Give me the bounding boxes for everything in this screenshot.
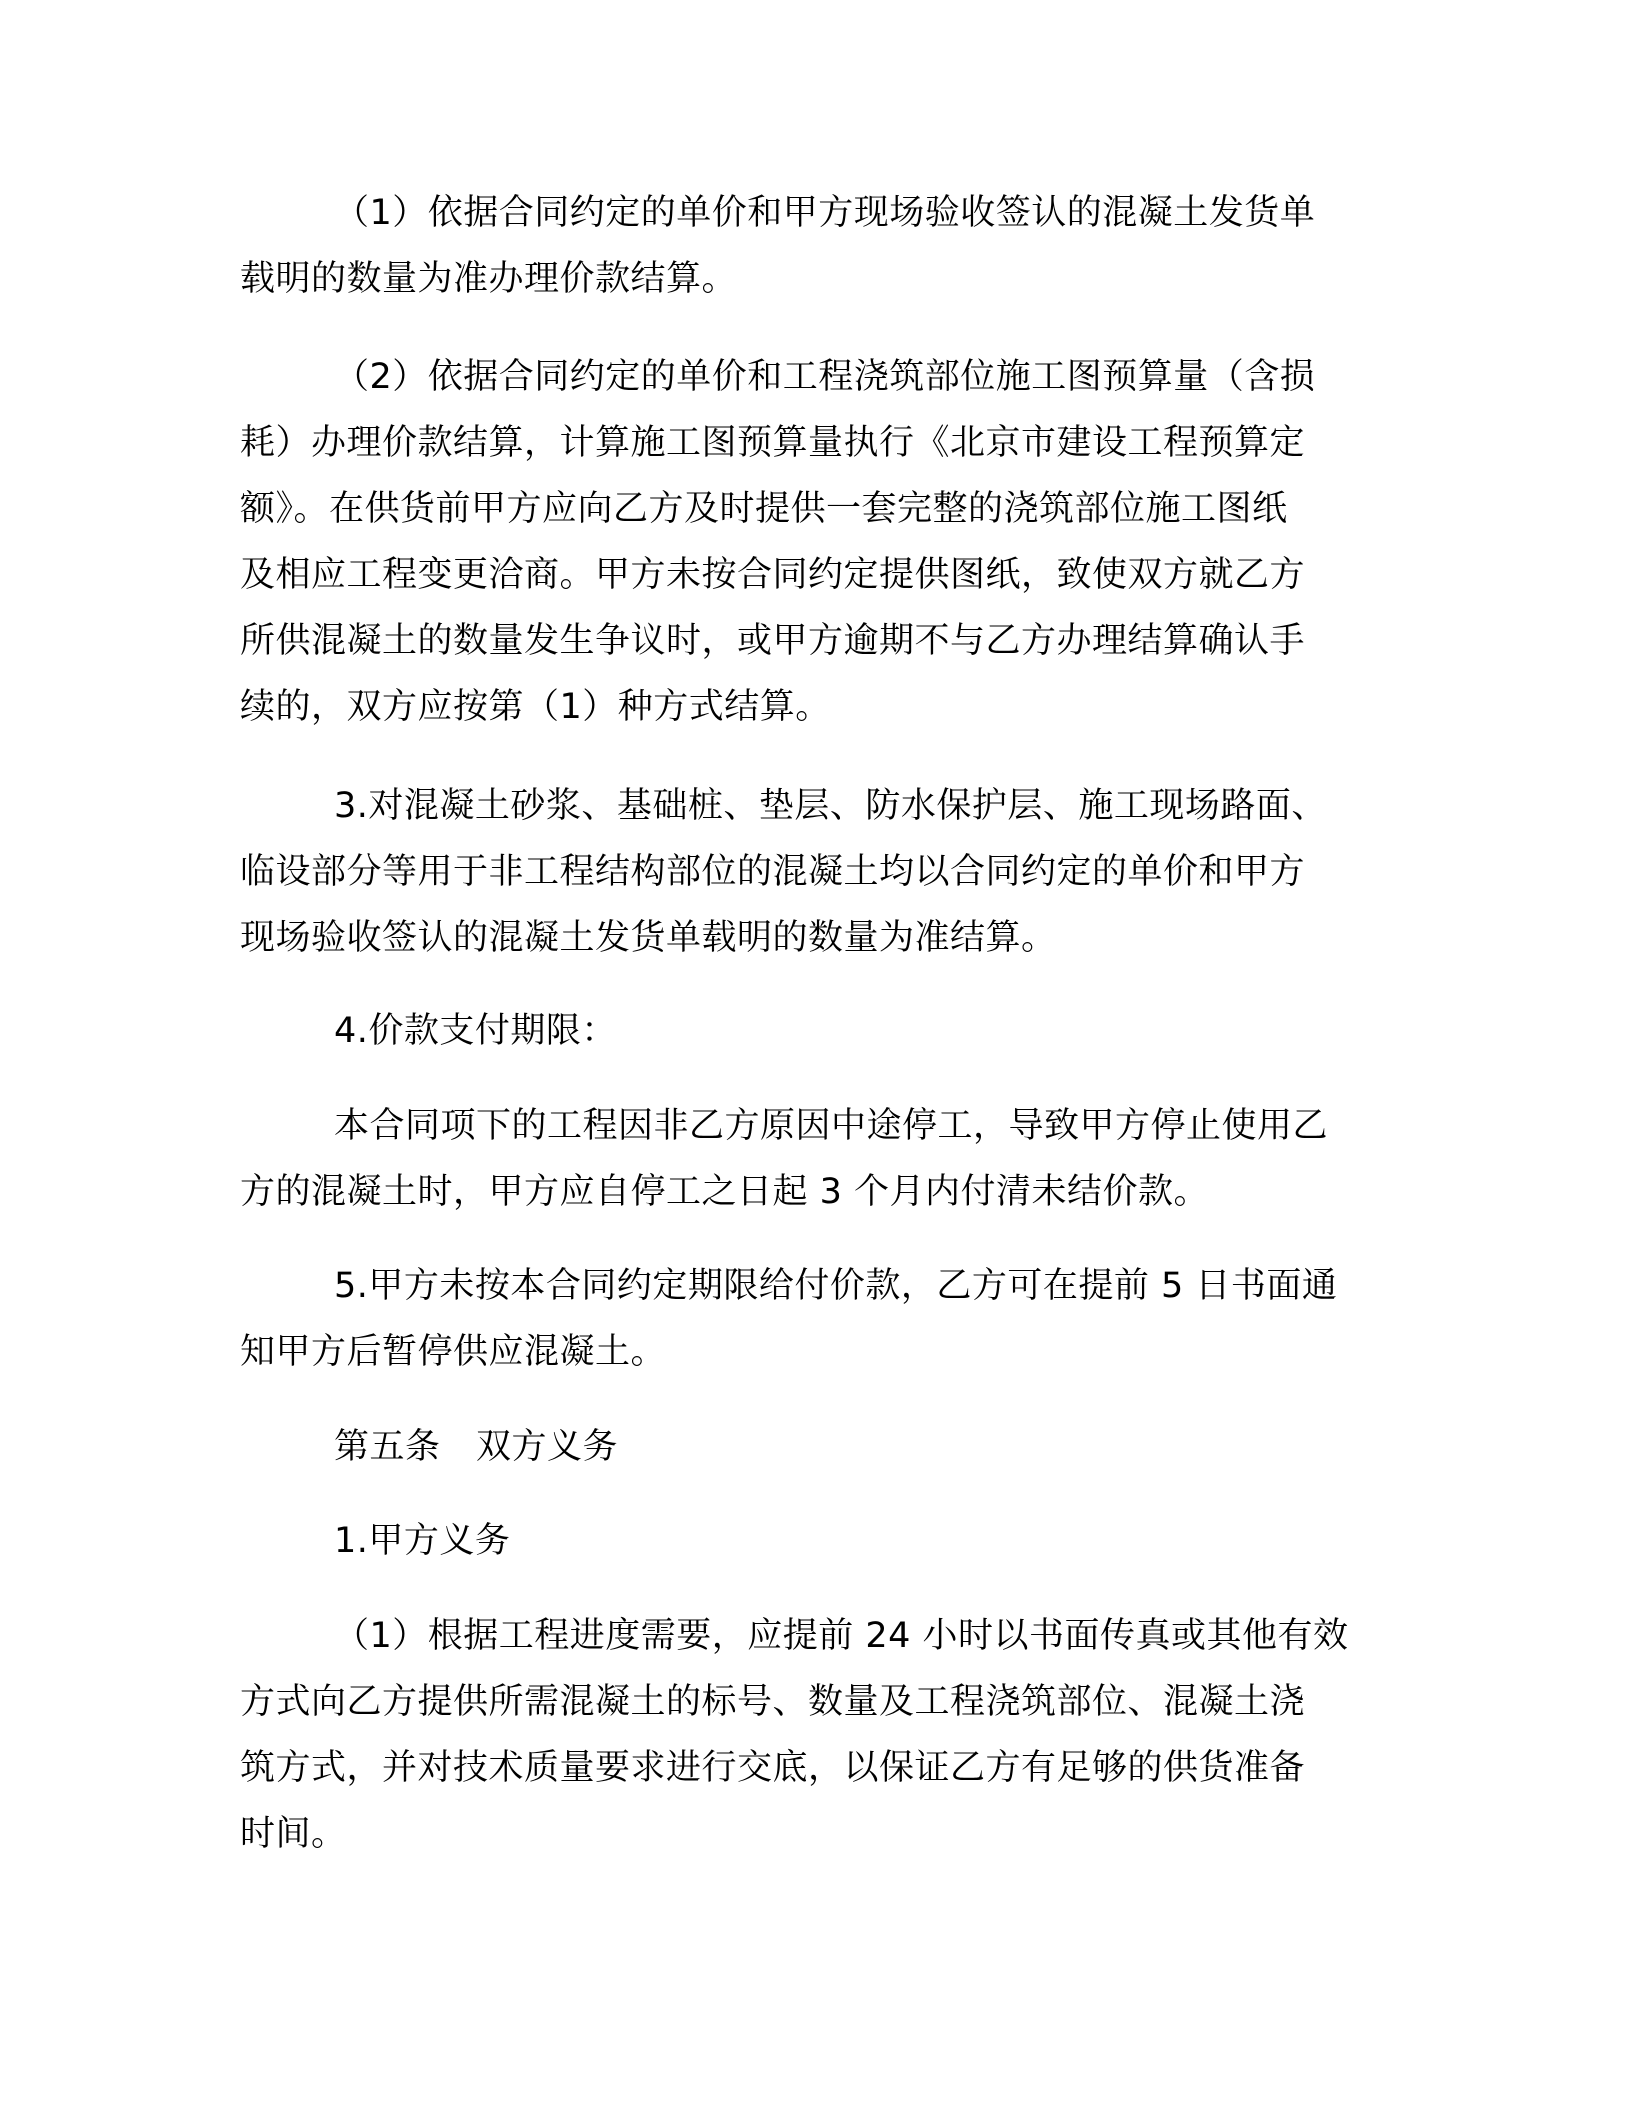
- text-line: 5.甲方未按本合同约定期限给付价款，乙方可在提前 5 日书面通: [334, 1266, 1338, 1306]
- text-line: 方的混凝土时，甲方应自停工之日起 3 个月内付清未结价款。: [240, 1172, 1210, 1212]
- text-line: 载明的数量为准办理价款结算。: [240, 259, 738, 299]
- text-line: （1）根据工程进度需要，应提前 24 小时以书面传真或其他有效: [334, 1616, 1349, 1656]
- text-line: 耗）办理价款结算，计算施工图预算量执行《北京市建设工程预算定: [240, 423, 1306, 463]
- text-line: 第五条 双方义务: [334, 1427, 619, 1467]
- paragraph-clause-3: [240, 773, 1400, 971]
- text-line: 1.甲方义务: [334, 1521, 511, 1561]
- text-line: （2）依据合同约定的单价和工程浇筑部位施工图预算量（含损: [334, 357, 1316, 397]
- text-line: 知甲方后暂停供应混凝土。: [240, 1332, 667, 1372]
- text-line: 3.对混凝土砂浆、基础桩、垫层、防水保护层、施工现场路面、: [334, 786, 1327, 826]
- text-line: 额》。在供货前甲方应向乙方及时提供一套完整的浇筑部位施工图纸: [240, 489, 1288, 529]
- text-line: 临设部分等用于非工程结构部位的混凝土均以合同约定的单价和甲方: [240, 852, 1306, 892]
- text-line: 及相应工程变更洽商。甲方未按合同约定提供图纸，致使双方就乙方: [240, 555, 1306, 595]
- text-line: 所供混凝土的数量发生争议时，或甲方逾期不与乙方办理结算确认手: [240, 621, 1306, 661]
- paragraph-clause-4-heading: [240, 998, 1400, 1064]
- subsection-heading-party-a-obligations: [240, 1508, 1400, 1574]
- text-line: 续的，双方应按第（1）种方式结算。: [240, 687, 831, 727]
- text-line: 现场验收签认的混凝土发货单载明的数量为准结算。: [240, 918, 1057, 958]
- paragraph-party-a-obligation-1: [240, 1603, 1400, 1867]
- text-line: 筑方式，并对技术质量要求进行交底，以保证乙方有足够的供货准备: [240, 1748, 1306, 1788]
- text-line: 4.价款支付期限：: [334, 1011, 617, 1051]
- text-line: （1）依据合同约定的单价和甲方现场验收签认的混凝土发货单: [334, 193, 1316, 233]
- paragraph-settlement-method-2: [240, 344, 1400, 740]
- paragraph-settlement-method-1: [240, 180, 1400, 312]
- section-heading-article-5: [240, 1414, 1400, 1480]
- paragraph-clause-4-body: [240, 1093, 1400, 1225]
- text-line: 方式向乙方提供所需混凝土的标号、数量及工程浇筑部位、混凝土浇: [240, 1682, 1306, 1722]
- text-line: 时间。: [240, 1814, 347, 1854]
- paragraph-clause-5: [240, 1253, 1400, 1385]
- text-line: 本合同项下的工程因非乙方原因中途停工，导致甲方停止使用乙: [334, 1106, 1329, 1146]
